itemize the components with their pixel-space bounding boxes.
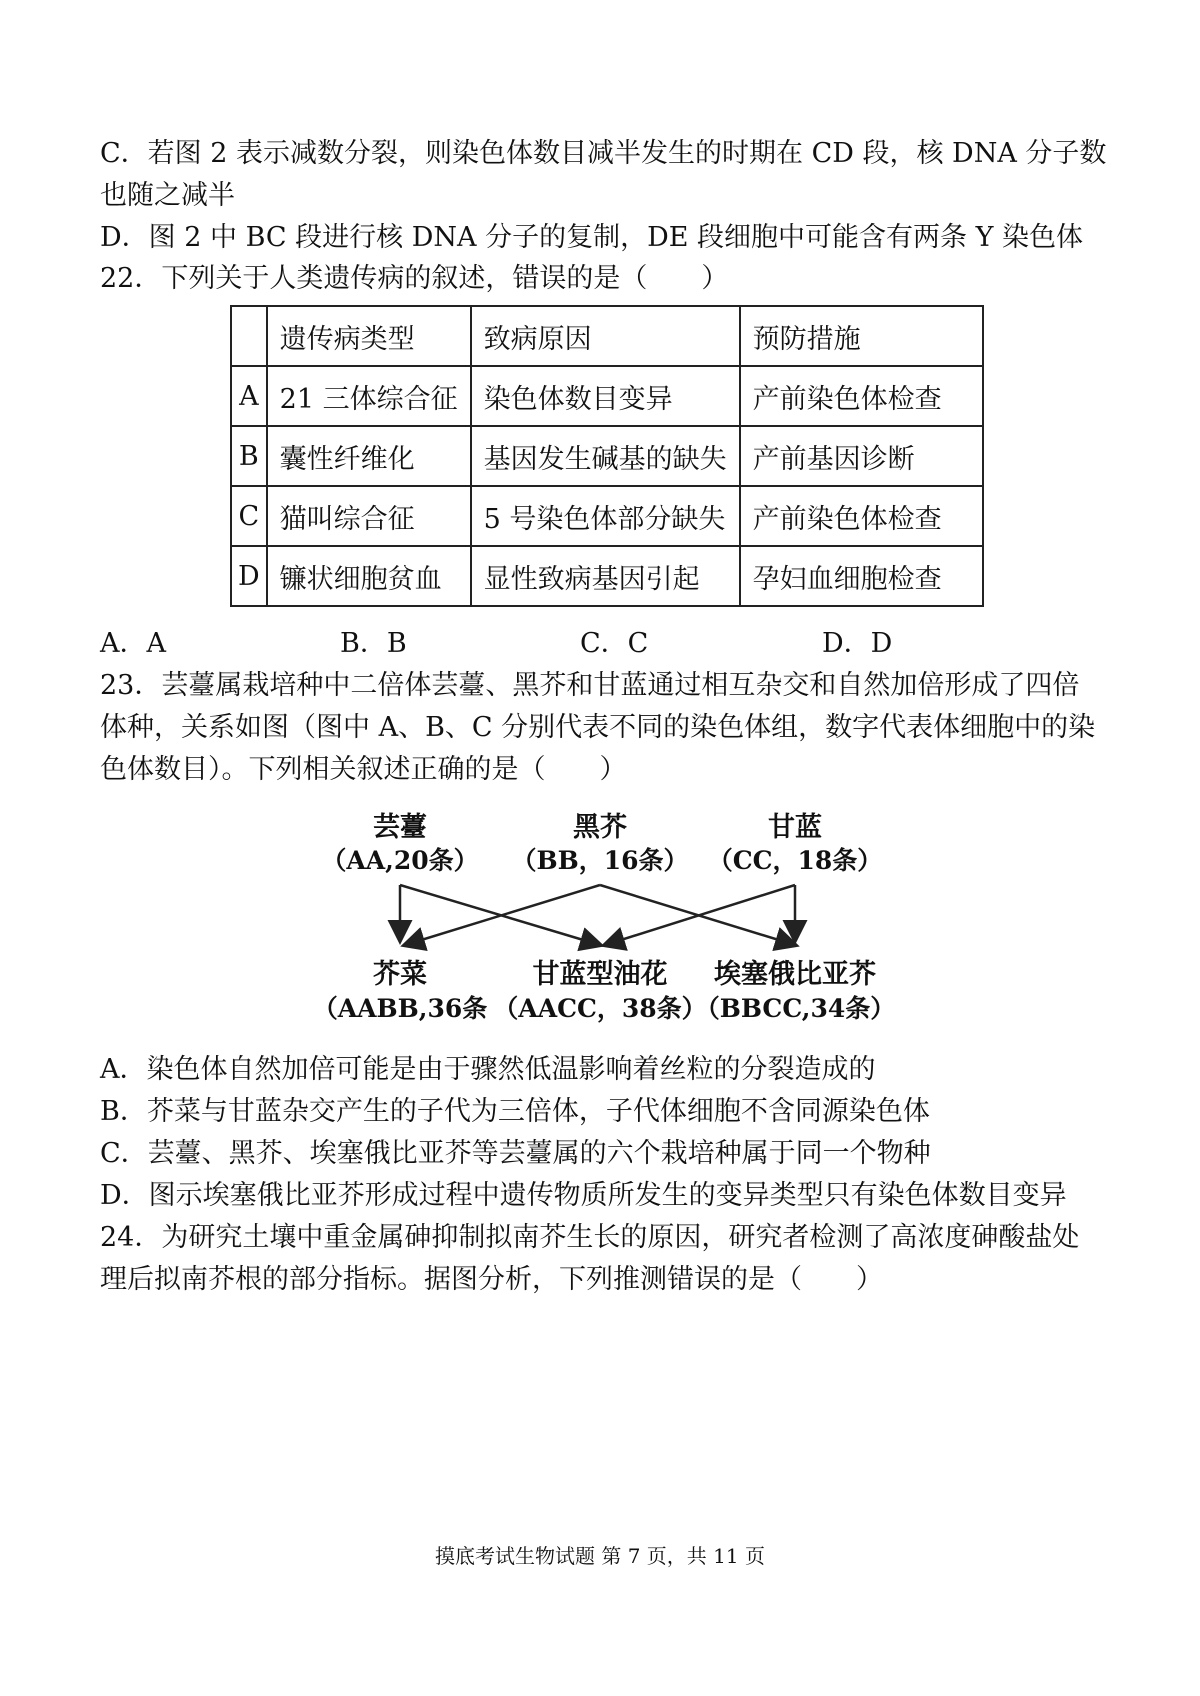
q22-stem: 22．下列关于人类遗传病的叙述，错误的是（ ） [100,263,729,294]
q23-diagram [300,805,920,1035]
table-cell: 染色体数目变异 [471,366,740,426]
page-footer: 摸底考试生物试题 第 7 页，共 11 页 [435,1544,765,1568]
table-header-cell: 预防措施 [740,306,983,366]
table-cell: 基因发生碱基的缺失 [471,426,740,486]
parent-chromosomes: （AA,20条） [321,846,479,875]
offspring-chromosomes: （AACC，38条） [493,994,707,1023]
table-row [231,486,983,546]
table-header-cell [231,306,267,366]
table-cell: 产前染色体检查 [740,486,983,546]
q21-option-c-line2: 也随之减半 [100,180,235,211]
table-cell: 猫叫综合征 [267,486,471,546]
table-header-cell: 遗传病类型 [267,306,471,366]
offspring-chromosomes: （AABB,36条 [312,994,488,1023]
q22-table [230,305,984,607]
table-cell: B [231,426,267,486]
q23-option-a: A．染色体自然加倍可能是由于骤然低温影响着丝粒的分裂造成的 [100,1054,876,1085]
q22-option-d: D．D [822,628,893,659]
table-cell: 囊性纤维化 [267,426,471,486]
parent-name: 芸薹 [373,812,427,843]
table-row [231,366,983,426]
table-header-row [231,306,983,366]
q23-stem-line1: 23．芸薹属栽培种中二倍体芸薹、黑芥和甘蓝通过相互杂交和自然加倍形成了四倍 [100,670,1080,701]
offspring-name: 甘蓝型油花 [532,959,668,990]
parent-chromosomes: （BB，16条） [511,846,689,875]
offspring-name: 埃塞俄比亚芥 [714,959,876,990]
table-cell: C [231,486,267,546]
parent-name: 黑芥 [573,812,627,843]
table-row [231,426,983,486]
q23-stem-line2: 体种，关系如图（图中 A、B、C 分别代表不同的染色体组，数字代表体细胞中的染 [100,712,1096,743]
q23-option-c: C．芸薹、黑芥、埃塞俄比亚芥等芸薹属的六个栽培种属于同一个物种 [100,1138,931,1169]
table-cell: 21 三体综合征 [267,366,471,426]
table-cell: 产前基因诊断 [740,426,983,486]
q22-option-a: A．A [100,628,166,659]
table-cell: 镰状细胞贫血 [267,546,471,606]
offspring-chromosomes: （BBCC,34条） [694,994,896,1023]
table-cell: A [231,366,267,426]
q24-stem-line1: 24．为研究土壤中重金属砷抑制拟南芥生长的原因，研究者检测了高浓度砷酸盐处 [100,1222,1080,1253]
table-cell: 孕妇血细胞检查 [740,546,983,606]
q21-option-c-line1: C．若图 2 表示减数分裂，则染色体数目减半发生的时期在 CD 段，核 DNA 分子数 [100,138,1107,169]
q23-stem-line3: 色体数目）。下列相关叙述正确的是（ ） [100,754,627,785]
table-cell: D [231,546,267,606]
q22-option-b: B．B [340,628,407,659]
q23-option-b: B．芥菜与甘蓝杂交产生的子代为三倍体，子代体细胞不含同源染色体 [100,1096,930,1127]
table-row [231,546,983,606]
table-header-cell: 致病原因 [471,306,740,366]
q23-option-d: D．图示埃塞俄比亚芥形成过程中遗传物质所发生的变异类型只有染色体数目变异 [100,1180,1067,1211]
parent-name: 甘蓝 [768,812,822,843]
table-cell: 5 号染色体部分缺失 [471,486,740,546]
q24-stem-line2: 理后拟南芥根的部分指标。据图分析，下列推测错误的是（ ） [100,1264,883,1295]
table-cell: 显性致病基因引起 [471,546,740,606]
table-cell: 产前染色体检查 [740,366,983,426]
q22-option-c: C．C [580,628,649,659]
q21-option-d: D．图 2 中 BC 段进行核 DNA 分子的复制，DE 段细胞中可能含有两条 Y 染色体 [100,222,1084,253]
offspring-name: 芥菜 [373,959,427,990]
parent-chromosomes: （CC，18条） [707,846,883,875]
